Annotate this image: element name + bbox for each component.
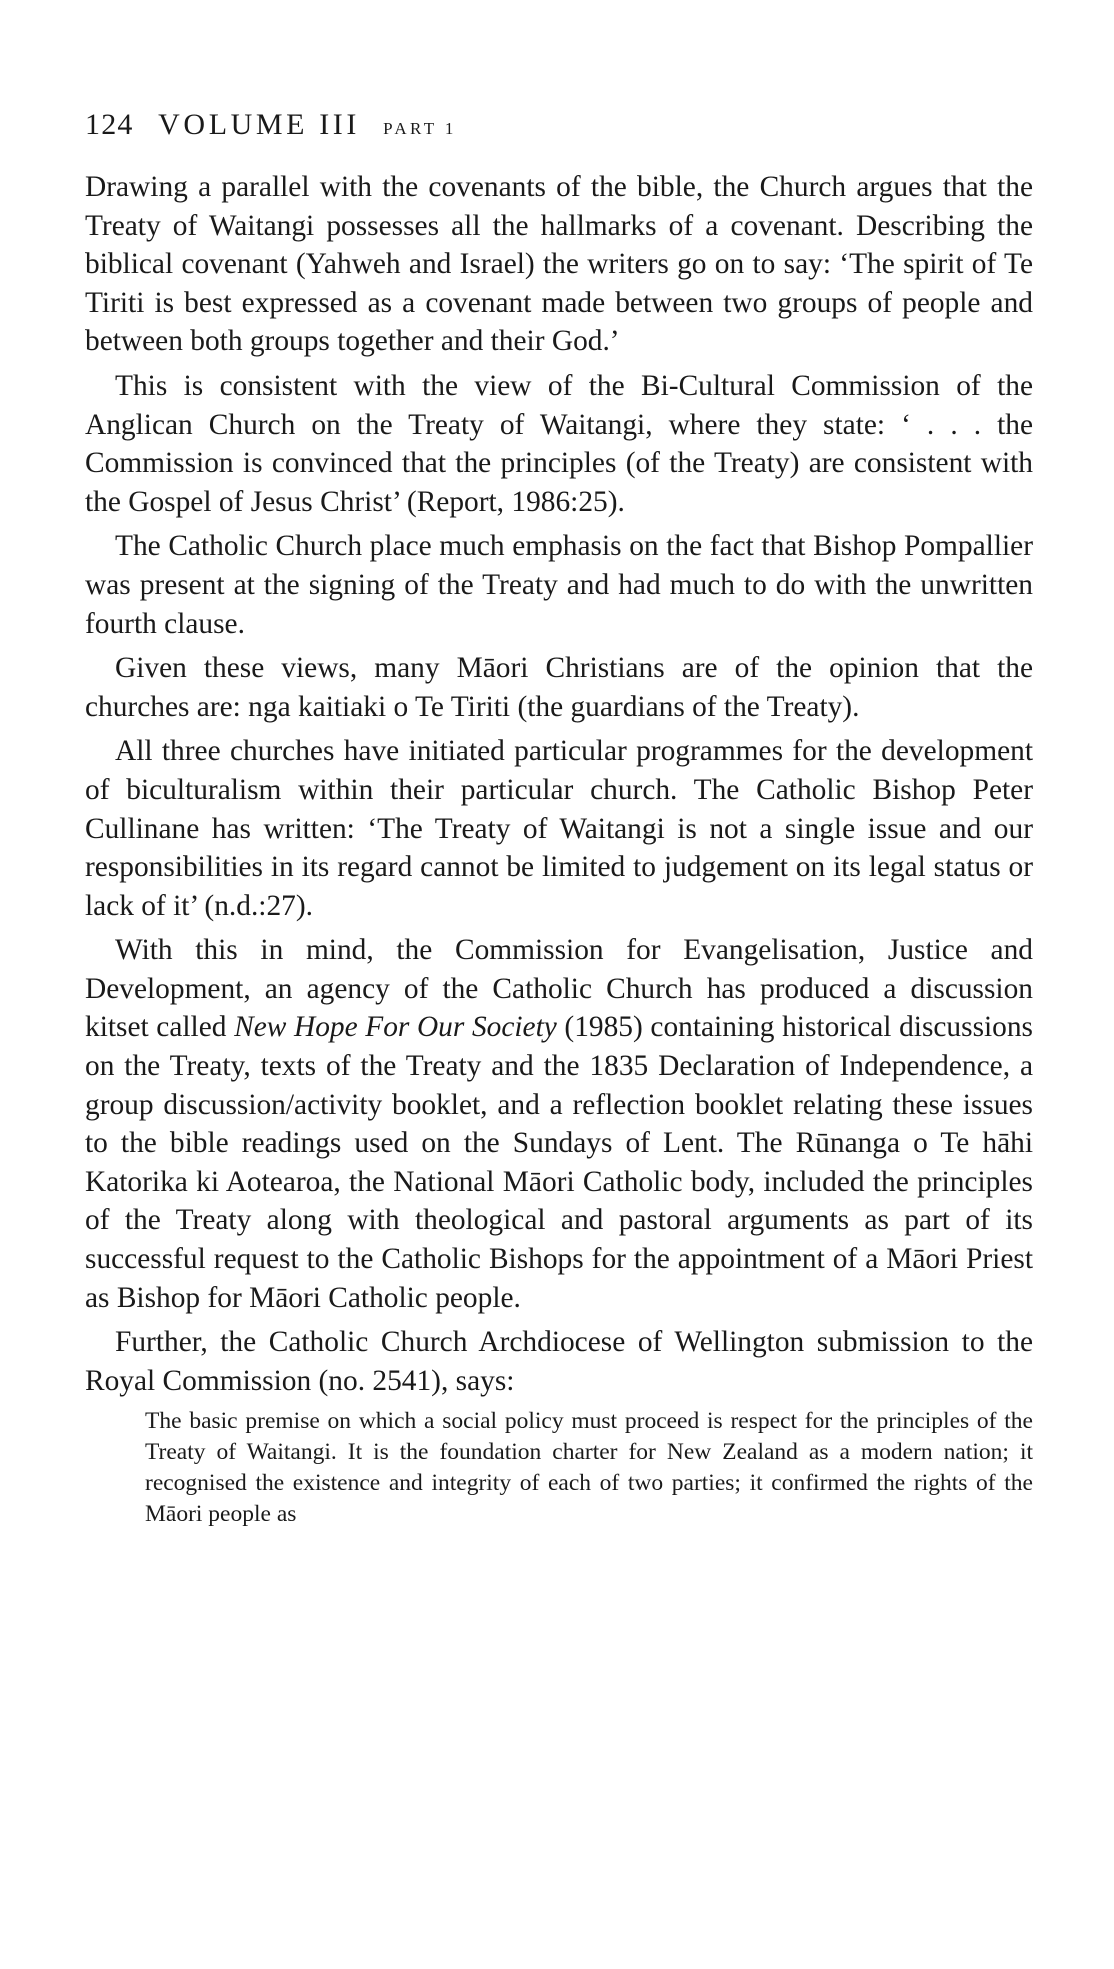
paragraph: All three churches have initiated particular programmes for the development of biculturalism within their particular church. The Catholic Bishop Peter Cullinane has written: ‘The Treaty of Waitangi is not a single issue and our responsibilities in its regard cannot be limited to judgement on its legal status or lack of it’ (n.d.:27). <box>85 735 1033 922</box>
paragraph-text: With this in mind, the Commission for Evangelisation, Justice and Development, an agency of the Catholic Church has produced a discussion kitset called <box>85 934 1033 1044</box>
running-head <box>85 108 457 142</box>
block-quote: The basic premise on which a social policy must proceed is respect for the principles of the Treaty of Waitangi. It is the foundation charter for New Zealand as a modern nation; it recognised the existence and integrity of each of two parties; it confirmed the rights of the Māori people as <box>145 1408 1033 1528</box>
volume-label: VOLUME III <box>158 108 360 141</box>
paragraph <box>85 931 1033 1317</box>
paragraph-text: (1985) containing historical discussions on the Treaty, texts of the Treaty and the 1835 Declaration of Independence, a group discussion/activity booklet, and a reflection booklet relating these issues to the bible readings used on the Sundays of Lent. The Rūnanga o Te hāhi Katorika ki Aotearoa, the National Māori Catholic body, included the principles of the Treaty along with theological and pastoral arguments as part of its successful request to the Catholic Bishops for the appointment of a Māori Priest as Bishop for Māori Catholic people. <box>85 1011 1033 1314</box>
body-text <box>85 168 1033 1530</box>
part-label: PART 1 <box>383 119 457 138</box>
paragraph: Further, the Catholic Church Archdiocese of Wellington submission to the Royal Commission (no. 2541), says: <box>85 1326 1033 1397</box>
paragraph: The Catholic Church place much emphasis on the fact that Bishop Pompallier was present at the signing of the Treaty and had much to do with the unwritten fourth clause. <box>85 530 1033 640</box>
page-number: 124 <box>85 108 134 141</box>
paragraph: Drawing a parallel with the covenants of the bible, the Church argues that the Treaty of Waitangi possesses all the hallmarks of a covenant. Describing the biblical covenant (Yahweh and Israel) the writers go on to say: ‘The spirit of Te Tiriti is best expressed as a covenant made between two groups of people and between both groups together and their God.’ <box>85 171 1033 358</box>
paragraph: This is consistent with the view of the Bi-Cultural Commission of the Anglican Church on the Treaty of Waitangi, where they state: ‘ . . . the Commission is convinced that the principles (of the Treaty) are consistent with the Gospel of Jesus Christ’ (Report, 1986:25). <box>85 369 1033 518</box>
publication-title: New Hope For Our Society <box>234 1011 557 1044</box>
paragraph: Given these views, many Māori Christians are of the opinion that the churches are: nga kaitiaki o Te Tiriti (the guardians of the Treaty). <box>85 652 1033 723</box>
